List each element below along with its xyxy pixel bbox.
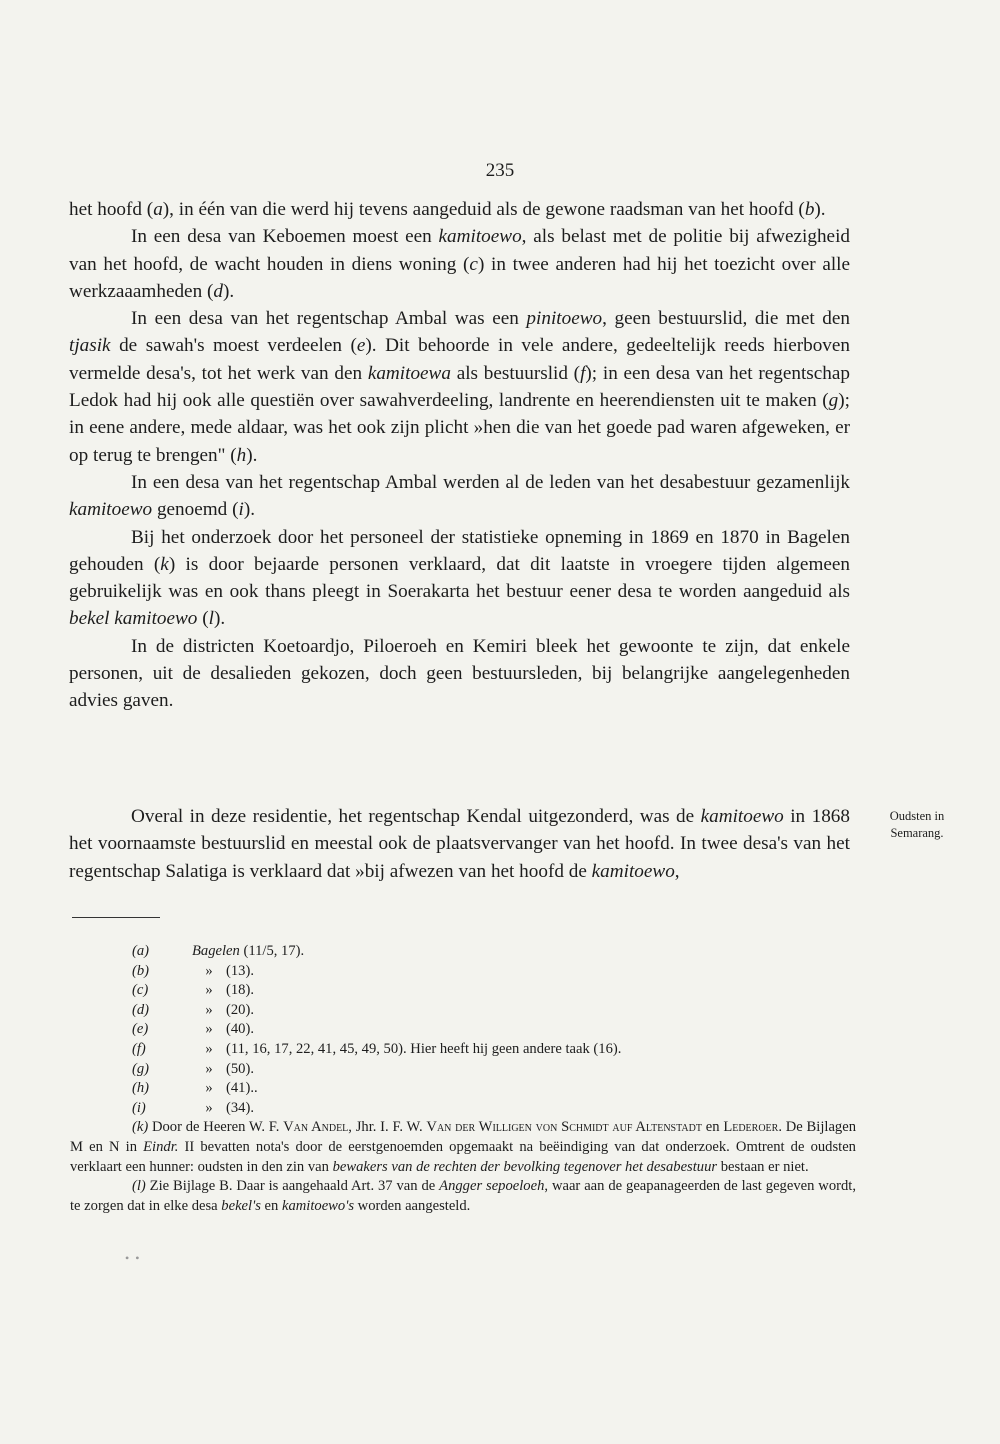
footnote-text: (34).	[226, 1099, 254, 1116]
text-run: In een desa van het regentschap Ambal was een	[131, 308, 527, 330]
footnote-h	[70, 1079, 856, 1099]
footnote-text: (50).	[226, 1060, 254, 1077]
footnote-g	[70, 1060, 856, 1080]
ditto-mark: »	[205, 1060, 213, 1077]
text-run: ).	[243, 499, 255, 521]
text-run: ).	[246, 444, 258, 466]
term: tjasik	[69, 335, 111, 357]
text-run: en	[701, 1119, 724, 1136]
text-run: Overal in deze residentie, het regentschap Kendal uitgezonderd, was de	[131, 806, 701, 827]
text-run: de sawah's moest verdeelen (	[110, 335, 357, 357]
text-run: (	[197, 608, 209, 630]
text-run: In een desa van het regentschap Ambal werden al de leden van het desabestuur gezamenlijk	[131, 471, 850, 493]
footnote-text: (40).	[226, 1021, 254, 1038]
text-run: In een desa van Keboemen moest een	[131, 226, 439, 248]
emphasis: bewakers van de rechten der bevolking tegenover het desabestuur	[332, 1158, 718, 1175]
ditto-mark: »	[205, 982, 213, 999]
paragraph-1	[69, 196, 850, 223]
footnote-label: (h)	[132, 1080, 150, 1097]
text-run: II bevatten nota's door de eerstgenoemden opgemaakt na beëindiging van dat onderzoek. Omtrent de oudsten verklaart een hunner: oudsten in den zin van	[70, 1138, 856, 1175]
footnote-text	[192, 942, 304, 962]
main-text	[69, 196, 850, 715]
footnote-e	[70, 1020, 856, 1040]
footnote-label: (i)	[132, 1099, 146, 1116]
text-run: (11/5, 17).	[239, 943, 305, 959]
footnote-ref: h	[236, 444, 247, 466]
text-run: Zie Bijlage B. Daar is aangehaald Art. 37 van de	[145, 1178, 440, 1195]
term: kamitoewo	[591, 860, 675, 882]
footnote-ref: a	[153, 199, 163, 220]
footnote-ref: i	[238, 499, 244, 521]
footnote-i	[70, 1099, 856, 1119]
footnote-text: (13).	[226, 962, 254, 979]
footnote-text: (11, 16, 17, 22, 41, 45, 49, 50). Hier heeft hij geen andere taak (16).	[226, 1040, 622, 1057]
footnote-ref: k	[160, 553, 169, 575]
text-run: het hoofd (	[69, 199, 154, 220]
term: kamitoewo	[69, 499, 153, 521]
text-run: als bestuurslid (	[450, 362, 581, 384]
text-run: Door de Heeren W. F.	[148, 1119, 284, 1136]
footnote-label: (b)	[132, 962, 150, 979]
footnote-d	[70, 1001, 856, 1021]
footnote-label: (a)	[132, 943, 150, 959]
term: bekel kamitoewo	[69, 608, 198, 630]
ditto-mark: »	[205, 1099, 213, 1116]
footnote-text: (18).	[226, 982, 254, 999]
margin-note-line: Semarang.	[890, 826, 944, 840]
footnote-ref: f	[580, 362, 586, 384]
text-run: ).	[213, 608, 226, 630]
ditto-mark: »	[205, 1080, 213, 1097]
footnote-rule	[72, 917, 160, 918]
footnote-label: (g)	[132, 1060, 150, 1077]
term: kamitoewo	[700, 806, 784, 827]
footnote-b	[70, 962, 856, 982]
term: kamitoewa	[367, 362, 451, 384]
footnote-label: (d)	[132, 1001, 150, 1018]
footnote-a	[70, 942, 856, 962]
footnotes	[70, 942, 856, 1216]
footnote-ref: e	[356, 335, 366, 357]
printer-mark: ••	[125, 1251, 146, 1265]
source-title: Eindr.	[143, 1138, 179, 1155]
text-run: bestaan er niet.	[717, 1158, 809, 1175]
ditto-mark: »	[205, 1021, 213, 1038]
term: pinitoewo	[526, 308, 603, 330]
text-run: , als belast met de politie bij afwezigheid van het hoofd, de wacht houden in diens woning (	[69, 226, 850, 275]
text-run: ).	[222, 280, 235, 302]
text-run: , geen bestuurslid, die met den	[602, 308, 850, 330]
paragraph-6: In de districten Koetoardjo, Piloeroeh en Kemiri bleek het gewoonte te zijn, dat enkele personen, uit de desalieden gekozen, doch geen bestuursleden, bij belangrijke aangelegenheden advies gaven.	[69, 635, 850, 712]
main-text-semarang	[69, 803, 850, 885]
text-run: ) in twee anderen had hij het toezicht over alle werkzaaamheden (	[69, 253, 851, 302]
footnote-label: (k)	[132, 1119, 149, 1136]
source-title: Angger sepoeloeh	[439, 1178, 545, 1195]
paragraph-4	[69, 469, 850, 524]
text-run: ); in een desa van het regentschap Ledok had hij ook alle questiën over sawahverdeeling, landrente en heerendiensten uit te maken (	[69, 362, 850, 412]
footnote-ref: c	[469, 253, 478, 275]
footnote-l	[70, 1177, 856, 1216]
paragraph-7	[69, 803, 850, 885]
page-number: 235	[485, 160, 515, 181]
text-run: , Jhr. I. F. W.	[348, 1119, 427, 1136]
footnote-ref: g	[828, 390, 839, 412]
footnote-label: (f)	[132, 1040, 146, 1057]
text-run: genoemd (	[152, 499, 239, 521]
term: bekel's	[221, 1197, 261, 1214]
text-run: ) is door bejaarde personen verklaard, dat dit laatste in vroegere tijden algemeen gebruikelijk was en ook thans pleegt in Soerakarta het bestuur eener desa te worden aangeduid als	[69, 553, 850, 603]
ditto-mark: »	[205, 1040, 213, 1057]
footnote-label: (l)	[132, 1178, 146, 1195]
footnote-f	[70, 1040, 856, 1060]
text-run: ); in eene andere, mede aldaar, was het ook zijn plicht »hen die van het goede pad waren afgeweken, er op terug te brengen" (	[69, 390, 850, 466]
text-run: . De Bijlagen M en N in	[70, 1119, 856, 1155]
text-run: ).	[814, 199, 826, 220]
footnote-text: (41)..	[226, 1080, 258, 1097]
footnote-ref: b	[804, 199, 815, 220]
text-run: ). Dit behoorde in vele andere, gedeeltelijk reeds hierboven vermelde desa's, tot het werk van den	[69, 335, 850, 384]
footnote-k	[70, 1118, 856, 1177]
paragraph-2	[69, 223, 850, 305]
footnote-c	[70, 981, 856, 1001]
footnote-source: Bagelen	[192, 943, 240, 959]
text-run: ), in één van die werd hij tevens aangeduid als de gewone raadsman van het hoofd (	[162, 199, 805, 220]
text-run: ,	[674, 860, 680, 882]
footnote-label: (c)	[132, 982, 149, 999]
person-name: Van Andel	[283, 1119, 349, 1136]
text-run: worden aangesteld.	[354, 1197, 471, 1214]
footnote-ref: l	[208, 608, 214, 630]
footnote-text: (20).	[226, 1001, 254, 1018]
text-run: en	[260, 1197, 282, 1214]
paragraph-3	[69, 305, 850, 469]
text-run: Bij het onderzoek door het personeel der statistieke opneming in 1869 en 1870 in Bagelen gehouden (	[69, 526, 850, 575]
person-name: Lederoer	[723, 1119, 779, 1136]
footnote-ref: d	[213, 280, 223, 302]
margin-note	[862, 808, 972, 842]
ditto-mark: »	[205, 962, 213, 979]
ditto-mark: »	[205, 1001, 213, 1018]
text-run: in 1868 het voornaamste bestuurslid en meestal ook de plaatsvervanger van het hoofd. In twee desa's van het regentschap Salatiga is verklaard dat »bij afwezen van het hoofd de	[69, 806, 850, 882]
paragraph-5	[69, 524, 850, 633]
term: kamitoewo's	[281, 1197, 354, 1214]
text-run: , waar aan de geapanageerden de last gegeven wordt, te zorgen dat in elke desa	[70, 1178, 856, 1214]
margin-note-line: Oudsten in	[889, 809, 945, 823]
footnote-label: (e)	[132, 1021, 149, 1038]
person-name: Van der Willigen von Schmidt auf Altenstadt	[426, 1119, 702, 1136]
term: kamitoewo	[438, 226, 522, 248]
